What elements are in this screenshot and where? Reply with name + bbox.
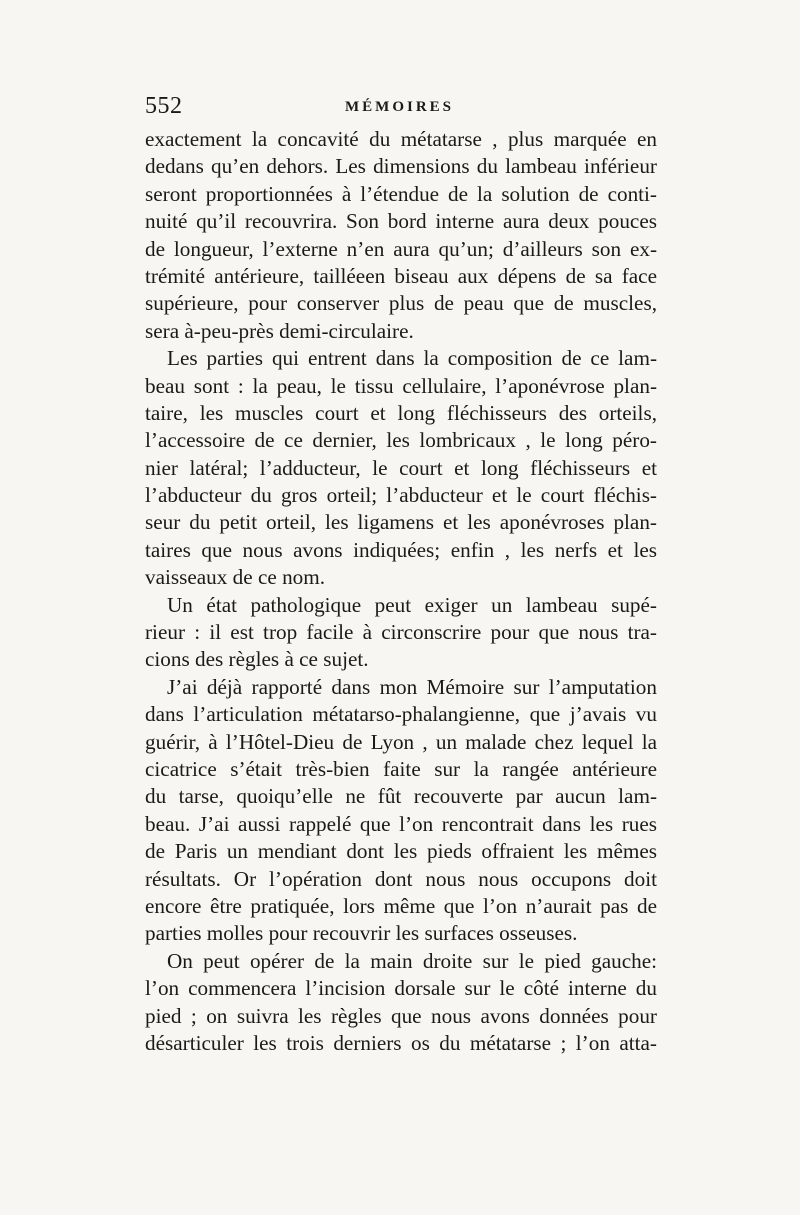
text-line: désarticuler les trois derniers os du métatarse ; l’on atta- [145,1030,657,1055]
text-line: trémité antérieure, tailléeen biseau aux dépens de sa face [145,263,657,288]
text-line: parties molles pour recouvrir les surfaces osseuses. [145,921,578,946]
text-line: Un état pathologique peut exiger un lambeau supé- [167,592,657,617]
text-line: l’abducteur du gros orteil; l’abducteur et le court fléchis- [145,483,657,508]
text-line: cicatrice s’était très-bien faite sur la rangée antérieure [145,756,657,781]
text-line: l’on commencera l’incision dorsale sur le côté interne du [145,976,657,1001]
text-line: nier latéral; l’adducteur, le court et long fléchisseurs et [145,455,657,480]
text-line: Les parties qui entrent dans la composition de ce lam- [167,346,657,371]
paragraph-pathological-state [145,592,657,674]
text-line: nuité qu’il recouvrira. Son bord interne aura deux pouces [145,209,657,234]
text-line: résultats. Or l’opération dont nous nous occupons doit [145,866,657,891]
text-line: supérieure, pour conserver plus de peau que de muscles, [145,291,657,316]
text-line: rieur : il est trop facile à circonscrire pour que nous tra- [145,620,657,645]
text-line: cions des règles à ce sujet. [145,647,369,672]
page-number: 552 [145,93,183,119]
paragraph-continuation [145,126,657,345]
paragraph-operating-procedure [145,948,657,1058]
paragraph-flap-composition [145,345,657,592]
text-line: du tarse, quoiqu’elle ne fût recouverte par aucun lam- [145,784,657,809]
text-line: l’accessoire de ce dernier, les lombricaux , le long péro- [145,428,657,453]
text-line: exactement la concavité du métatarse , plus marquée en [145,127,657,151]
text-line: de Paris un mendiant dont les pieds offraient les mêmes [145,839,657,864]
text-line: beau. J’ai aussi rappelé que l’on rencontrait dans les rues [145,811,657,836]
text-line: taires que nous avons indiquées; enfin , les nerfs et les [145,537,657,562]
running-head: MÉMOIRES [345,99,455,115]
text-line: On peut opérer de la main droite sur le pied gauche: [167,948,657,973]
text-line: seront proportionnées à l’étendue de la solution de conti- [145,181,657,206]
paragraph-case-report [145,674,657,948]
text-line: vaisseaux de ce nom. [145,565,326,590]
text-line: de longueur, l’externe n’en aura qu’un; d’ailleurs son ex- [145,236,657,261]
text-line: encore être pratiquée, lors même que l’on n’aurait pas de [145,893,657,918]
text-line: beau sont : la peau, le tissu cellulaire, l’aponévrose plan- [145,373,657,398]
text-line: dedans qu’en dehors. Les dimensions du lambeau inférieur [145,154,657,179]
text-line: dans l’articulation métatarso-phalangienne, que j’avais vu [145,702,657,727]
text-line: J’ai déjà rapporté dans mon Mémoire sur l’amputation [167,674,657,699]
text-line: sera à-peu-près demi-circulaire. [145,318,414,343]
body-text [145,126,657,1057]
page-header [145,93,665,123]
text-line: seur du petit orteil, les ligamens et les aponévroses plan- [145,510,657,535]
text-line: pied ; on suivra les règles que nous avons données pour [145,1003,657,1028]
text-line: guérir, à l’Hôtel-Dieu de Lyon , un malade chez lequel la [145,729,657,754]
text-line: taire, les muscles court et long fléchisseurs des orteils, [145,400,657,425]
